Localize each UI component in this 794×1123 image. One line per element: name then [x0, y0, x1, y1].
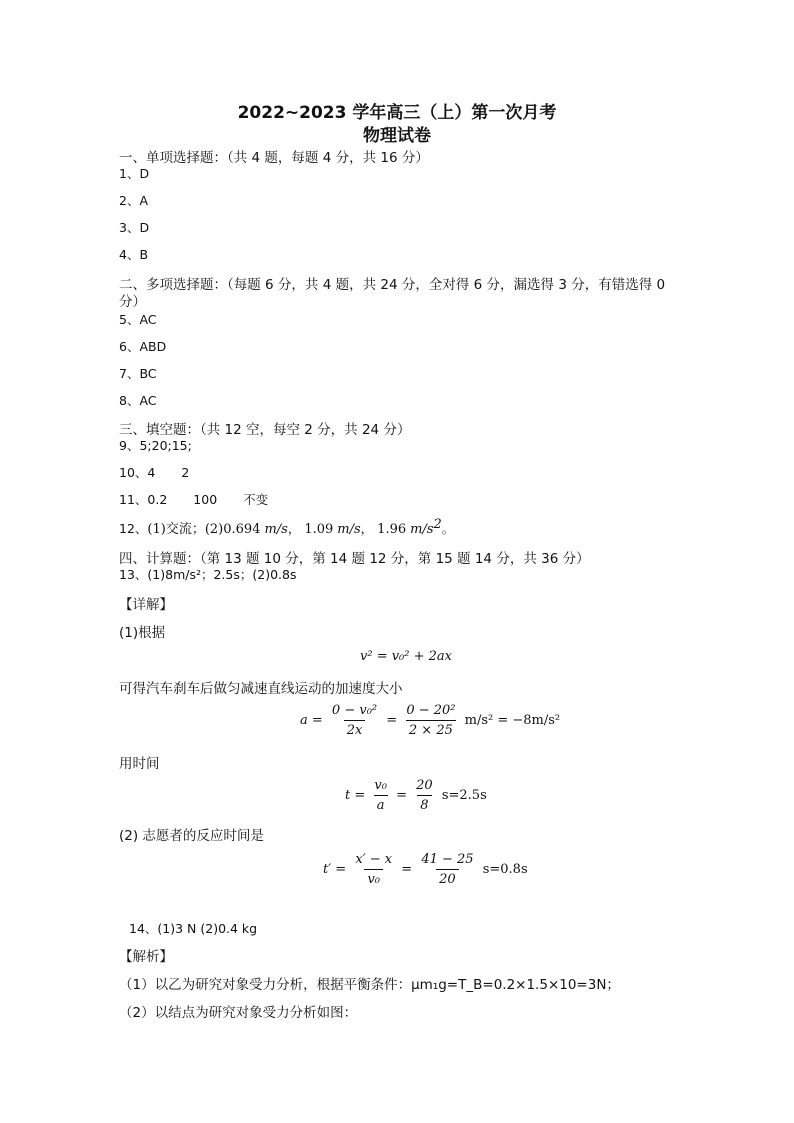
equation-time	[345, 778, 487, 813]
answer-5: 5、AC	[119, 312, 157, 327]
eq3-f1-num: v₀	[374, 778, 387, 793]
eq2-f1-num: 0 − v₀²	[331, 703, 378, 718]
answer-1: 1、D	[119, 166, 150, 181]
eq3-rhs: s=2.5s	[441, 788, 487, 803]
eq2-f1-den: 2x	[344, 720, 366, 738]
answer-13: 13、(1)8m/s²；2.5s；(2)0.8s	[119, 567, 297, 582]
exam-title: 2022~2023 学年高三（上）第一次月考	[237, 103, 557, 123]
eq4-f1-den: v₀	[364, 869, 383, 887]
section4-heading: 四、计算题：（第 13 题 10 分，第 14 题 12 分，第 15 题 14 分，共 36 分）	[119, 551, 590, 567]
accel-text: 可得汽车刹车后做匀减速直线运动的加速度大小	[119, 681, 403, 697]
section3-heading: 三、填空题：（共 12 空，每空 2 分，共 24 分）	[119, 422, 411, 438]
answer-12-a: (1)交流；	[147, 522, 205, 538]
answer-3: 3、D	[119, 220, 150, 235]
eq4-fraction-1	[352, 852, 395, 887]
eq4-eq: =	[401, 862, 413, 877]
eq3-fraction-2	[413, 778, 436, 813]
eq4-lhs: t′ =	[323, 862, 347, 877]
equation-reaction-time	[323, 852, 528, 887]
eq2-lhs: a =	[300, 713, 323, 728]
eq2-rhs: m/s² = −8m/s²	[464, 713, 561, 728]
sep-1: ，	[287, 521, 301, 537]
equation-kinematics: v² = v₀² + 2ax	[360, 649, 452, 664]
answer-12-end: 。	[441, 521, 455, 537]
analysis-label: 【解析】	[119, 949, 173, 965]
answer-9: 9、5;20;15;	[119, 438, 192, 453]
section2-heading-cont: 分）	[119, 294, 146, 310]
eq3-f2-den: 8	[417, 795, 431, 813]
eq2-fraction-2	[403, 703, 458, 738]
eq2-f2-num: 0 − 20²	[406, 703, 456, 718]
answer-12-c: 1.09	[304, 522, 334, 538]
eq2-fraction-1	[329, 703, 380, 738]
answer-12	[119, 517, 454, 537]
eq3-f2-num: 20	[416, 778, 433, 793]
answer-14: 14、(1)3 N (2)0.4 kg	[129, 921, 258, 936]
eq2-f2-den: 2 × 25	[406, 720, 456, 738]
eq4-f2-num: 41 − 25	[421, 852, 474, 867]
answer-11	[119, 490, 268, 508]
answer-10-b: 2	[181, 465, 190, 480]
answer-12-c-unit: m/s	[337, 522, 361, 538]
eq3-eq: =	[396, 788, 407, 803]
part2-label: (2) 志愿者的反应时间是	[119, 828, 264, 844]
q14-part2: （2）以结点为研究对象受力分析如图：	[119, 1005, 358, 1021]
answer-10-a: 10、4	[119, 465, 156, 480]
answer-8: 8、AC	[119, 393, 157, 408]
answer-11-a: 11、0.2	[119, 492, 168, 507]
answer-6: 6、ABD	[119, 339, 167, 354]
eq3-fraction-1	[371, 778, 390, 813]
eq2-eq: =	[386, 713, 398, 728]
eq3-lhs: t =	[345, 788, 366, 803]
q14-part1: （1）以乙为研究对象受力分析，根据平衡条件：μm₁g=T_B=0.2×1.5×10=3N；	[119, 977, 620, 993]
exam-subtitle: 物理试卷	[363, 126, 431, 146]
eq4-f1-num: x′ − x	[355, 852, 393, 867]
time-text: 用时间	[119, 756, 160, 772]
answer-4: 4、B	[119, 247, 149, 262]
eq3-f1-den: a	[374, 795, 388, 813]
section1-heading: 一、单项选择题：（共 4 题，每题 4 分，共 16 分）	[119, 150, 429, 166]
answer-7: 7、BC	[119, 366, 157, 381]
part1-label: (1)根据	[119, 625, 166, 641]
section2-heading: 二、多项选择题：（每题 6 分，共 4 题，共 24 分，全对得 6 分，漏选得 3 分，有错选得 0	[119, 277, 666, 293]
answer-12-d: 1.96	[377, 522, 407, 538]
eq4-rhs: s=0.8s	[482, 862, 528, 877]
answer-12-b: (2)0.694	[204, 522, 261, 538]
detail-label: 【详解】	[119, 597, 173, 613]
answer-11-b: 100	[193, 492, 218, 507]
eq4-fraction-2	[418, 852, 476, 887]
equation-acceleration	[300, 703, 560, 738]
answer-11-c: 不变	[243, 492, 269, 507]
sep-2: ，	[360, 521, 374, 537]
answer-12-b-unit: m/s	[264, 522, 288, 538]
answer-10	[119, 463, 189, 481]
answer-12-d-exp: 2	[433, 517, 442, 532]
answer-12-num: 12、	[119, 521, 148, 537]
answer-12-d-unit: m/s	[410, 522, 434, 538]
answer-2: 2、A	[119, 193, 149, 208]
eq4-f2-den: 20	[436, 869, 459, 887]
